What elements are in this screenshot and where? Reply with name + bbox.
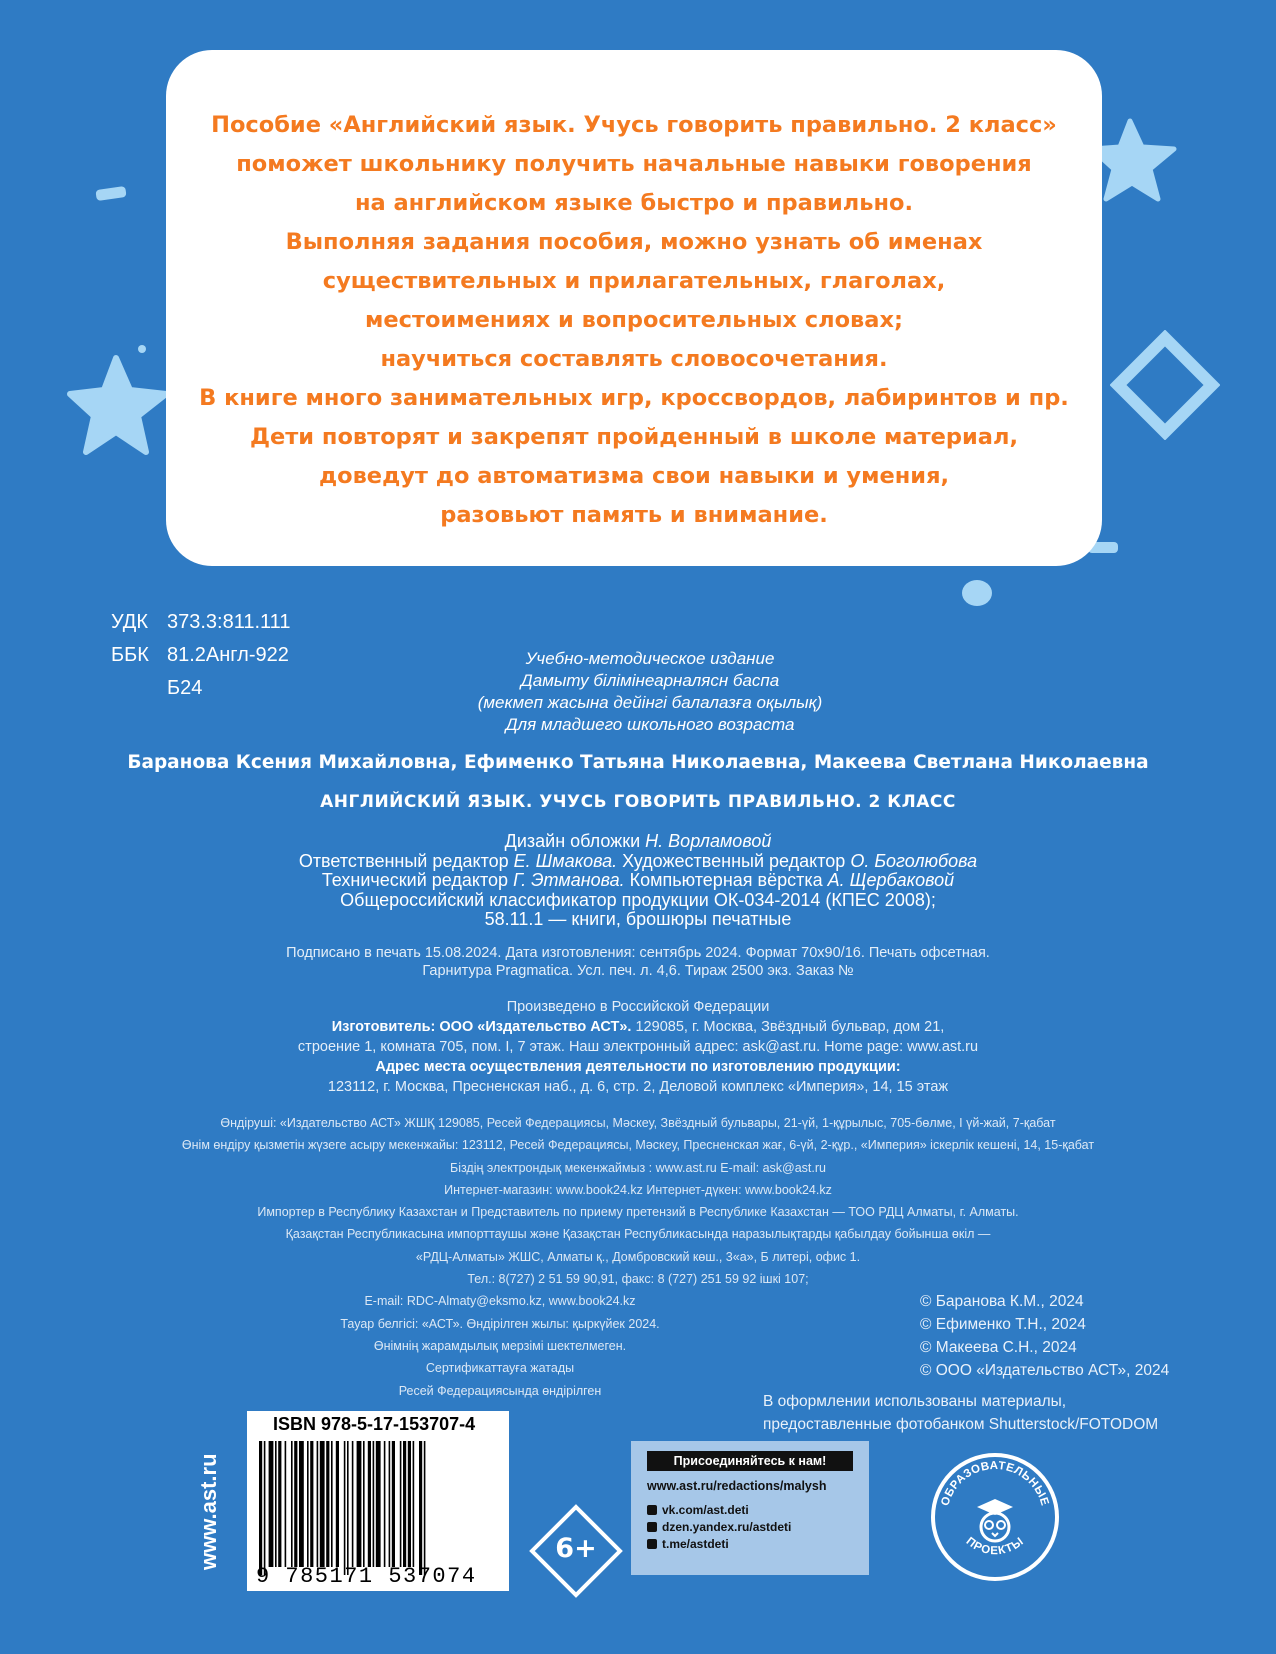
kz-line: Өнімнің жарамдылық мерзімі шектелмеген. [373,1338,627,1353]
kz-line: Өнім өндіру қызметін жүзеге асыру мекенжайы: 123112, Ресей Федерациясы, Мәскеу, Пресненская жағ, 6-үй, 2-құр., «Империя» іскерлік кешені, 14, 15-қабат [181,1138,1095,1153]
barcode-bar [336,1441,339,1567]
barcode-bar [278,1441,281,1567]
svg-text:ПРОЕКТЫ: ПРОЕКТЫ [963,1535,1027,1558]
manufacturer-label: Изготовитель: ООО «Издательство АСТ». [331,1019,632,1035]
kz-line: Сертификаттауға жатады [425,1361,575,1376]
description-line: Дети повторят и закрепят пройденный в школе материал, [249,424,1019,450]
description-line: поможет школьнику получить начальные навыки говорения [236,151,1032,177]
vk-icon [647,1505,657,1515]
barcode-bar [389,1441,391,1567]
blob-decoration [962,580,992,606]
telegram-link[interactable]: t.me/astdeti [647,1537,729,1551]
kz-line: Өндіруші: «Издательство АСТ» ЖШҚ 129085, Ресей Федерациясы, Мәскеу, Звёздный бульвары, 21-үй, 1-құрылыс, 705-бөлме, I үй-жай, 7-қабат [220,1116,1056,1130]
tech-editor-name: Г. Этманова. [513,870,625,890]
barcode-bar [413,1441,415,1567]
kz-line: Ресей Федерациясында өндірілген [398,1383,602,1398]
activity-address-label: Адрес места осуществления деятельности по изготовлению продукции: [375,1059,901,1075]
description-card [166,50,1102,566]
barcode-digits: 9 785171 537074 [256,1564,477,1589]
description-line: разовьют память и внимание. [440,502,828,528]
authors: Баранова Ксения Михайловна, Ефименко Татьяна Николаевна, Макеева Светлана Николаевна [127,752,1149,773]
barcode-bar [392,1441,395,1567]
join-header: Присоединяйтесь к нам! [647,1451,853,1471]
barcode-bar [269,1441,274,1567]
kz-line: Тел.: 8(727) 2 51 59 90,91, факс: 8 (727) 251 59 92 ішкі 107; [467,1272,809,1287]
barcode-bar [419,1441,422,1575]
barcode-bar [352,1441,354,1567]
description-line: существительных и прилагательных, глаголах, [322,268,946,294]
barcode-bar [294,1441,297,1567]
edition-line: Дамыту білімінеарналяcн баспа [520,671,780,690]
manufacturer-info [0,997,1276,1097]
copyright-block [920,1290,1169,1382]
bbk-label: ББК [111,644,149,666]
layout-label: Компьютерная вёрстка [629,870,823,890]
layout-name: А. Щербаковой [827,870,955,890]
dash-left-decoration [95,186,126,201]
kz-line: Тауар белгісі: «АСТ». Өндірілген жылы: қыркүйек 2024. [340,1316,660,1331]
kz-line: Интернет-магазин: www.book24.kz Интернет-дүкен: www.book24.kz [444,1182,832,1197]
barcode-bar [400,1441,402,1567]
barcode-bar [368,1441,371,1567]
barcode-bar [344,1441,346,1575]
cover-design-label: Дизайн обложки [504,831,641,851]
udk-label: УДК [111,611,149,633]
copyright-line: © ООО «Издательство АСТ», 2024 [920,1362,1170,1379]
classifier-line: Общероссийский классификатор продукции ОК-034-2014 (КПЕС 2008); [340,889,936,910]
print-line: Гарнитура Pragmatica. Усл. печ. л. 4,6. Тираж 2500 экз. Заказ № [422,963,854,979]
manufacturer-address: строение 1, комната 705, пом. I, 7 этаж. Наш электронный адрес: ask@ast.ru. Home page: www.ast.ru [297,1039,979,1055]
classifier-line: 58.11.1 — книги, брошюры печатные [484,909,792,929]
barcode-bar [320,1441,325,1567]
dot-decoration-1 [138,345,146,353]
isbn-label: ISBN 978-5-17-153707-4 [273,1414,476,1434]
barcode-bar [403,1441,406,1567]
barcode-bar [408,1441,411,1567]
kz-line: Қазақстан Республикасына импорттаушы және Қазақстан Республикасында наразылықтарды қабылдау бойынша өкіл — [285,1227,991,1242]
site-vertical: www.ast.ru [196,1453,221,1570]
vk-link[interactable]: vk.com/ast.deti [647,1503,749,1517]
copyright-line: © Ефименко Т.Н., 2024 [920,1316,1086,1333]
dzen-icon [647,1522,657,1532]
svg-text:ОБРАЗОВАТЕЛЬНЫЕ: ОБРАЗОВАТЕЛЬНЫЕ [939,1459,1051,1508]
barcode-bar [326,1441,329,1567]
barcode-bar [363,1441,365,1567]
edition-line: (мекмеп жасына дейінгі балалазға оқылық) [477,693,823,712]
manufacturer-address: 129085, г. Москва, Звёздный бульвар, дом 21, [631,1019,945,1035]
art-editor-name: О. Боголюбова [850,850,978,871]
barcode-bar [376,1441,381,1567]
edition-line: Учебно-методическое издание [525,649,775,668]
star-left-icon [66,350,176,460]
barcode-bar [347,1441,349,1575]
tech-editor-label: Технический редактор [321,870,509,890]
description-line: местоимениях и вопросительных словах; [365,307,903,333]
barcode-bar [299,1441,304,1567]
udk-value: 373.3:811.111 [167,611,291,633]
description-line: В книге много занимательных игр, кроссвордов, лабиринтов и пр. [199,385,1069,411]
photo-credit-line: В оформлении использованы материалы, [763,1393,1067,1410]
barcode-bar [384,1441,386,1567]
barcode-bar [307,1441,309,1567]
barcode-bar [264,1441,266,1575]
description-line: на английском языке быстро и правильно. [354,190,914,216]
barcode-bar [373,1441,375,1567]
dzen-link[interactable]: dzen.yandex.ru/astdeti [647,1520,791,1534]
educational-projects-badge [929,1451,1061,1583]
activity-address: 123112, г. Москва, Пресненская наб., д. 6, стр. 2, Деловой комплекс «Империя», 14, 15 этаж [327,1079,949,1095]
credits [0,832,1276,930]
responsible-editor-label: Ответственный редактор [298,850,509,871]
barcode-bar [424,1441,426,1575]
produced-in: Произведено в Российской Федерации [506,999,770,1015]
barcode-bar [357,1441,362,1567]
print-info [0,944,1276,980]
description-line: научиться составлять словосочетания. [380,346,888,372]
star-right-icon [1090,115,1180,205]
photo-credit-line: предоставленные фотобанком Shutterstock/FOTODOM [763,1416,1159,1433]
responsible-editor-name: Е. Шмакова. [513,850,618,871]
barcode-bar [317,1441,319,1567]
join-url[interactable]: www.ast.ru/redactions/malysh [647,1479,827,1493]
cover-design-name: Н. Ворламовой [645,831,772,851]
bbk-value: 81.2Англ-922 [167,644,289,666]
diamond-icon [1110,330,1220,440]
description-line: Выполняя задания пособия, можно узнать об именах [285,229,983,255]
description-line: Пособие «Английский язык. Учусь говорить правильно. 2 класс» [211,112,1057,138]
kz-line: «РДЦ-Алматы» ЖШС, Алматы қ., Домбровский көш., 3«а», Б литері, офис 1. [415,1249,861,1264]
barcode-bar [310,1441,313,1567]
age-rating-text: 6+ [555,1533,597,1564]
kz-line: Импортер в Республику Казахстан и Представитель по приему претензий в Республике Казахстан — ТОО РДЦ Алматы, г. Алматы. [257,1205,1019,1220]
telegram-icon [647,1539,657,1549]
barcode-bar [275,1441,277,1567]
edition-line: Для младшего школьного возраста [505,715,795,734]
author-mark: Б24 [167,677,203,699]
barcode-bar [291,1441,293,1567]
classification-codes [111,606,290,705]
kz-line: Біздің электрондық мекенжаймыз : www.ast.ru E-mail: ask@ast.ru [450,1160,826,1175]
barcode-bar [285,1441,287,1567]
kz-line: E-mail: RDC-Almaty@eksmo.kz, www.book24.kz [364,1294,636,1309]
print-line: Подписано в печать 15.08.2024. Дата изготовления: сентябрь 2024. Формат 70х90/16. Печать офсетная. [286,945,990,961]
copyright-line: © Макеева С.Н., 2024 [920,1339,1077,1356]
description-line: доведут до автоматизма свои навыки и умения, [318,463,950,489]
barcode-bar [259,1441,262,1575]
book-title: АНГЛИЙСКИЙ ЯЗЫК. УЧУСЬ ГОВОРИТЬ ПРАВИЛЬНО. 2 КЛАСС [320,792,956,812]
photo-credit [763,1390,1158,1436]
barcode-bar [331,1441,333,1567]
art-editor-label: Художественный редактор [622,850,846,871]
join-us-block [631,1441,869,1575]
copyright-line: © Баранова К.М., 2024 [920,1293,1084,1310]
edition-type [350,648,950,736]
